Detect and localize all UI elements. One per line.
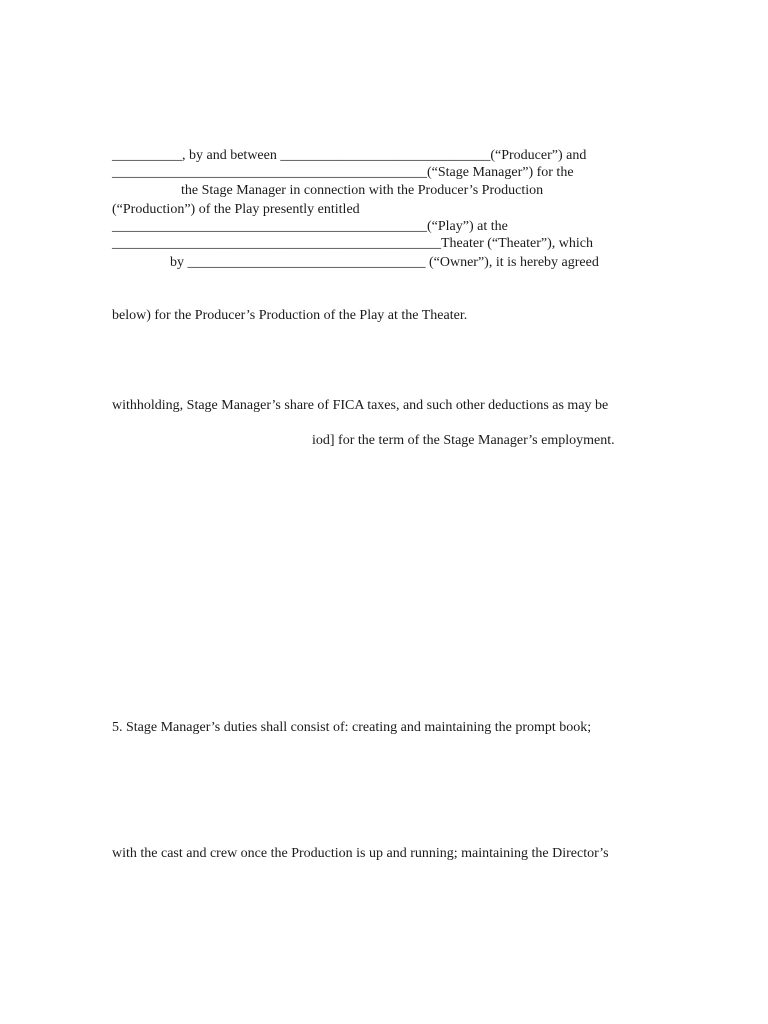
- text-line-12: with the cast and crew once the Production is up and running; maintaining the Director’s: [112, 846, 609, 861]
- text-line-11: 5. Stage Manager’s duties shall consist of: creating and maintaining the prompt book;: [112, 720, 592, 735]
- text-line-3: the Stage Manager in connection with the Producer’s Production: [181, 183, 544, 198]
- text-line-9: withholding, Stage Manager’s share of FICA taxes, and such other deductions as may be: [112, 398, 609, 413]
- text-line-6: _______________________________________________Theater (“Theater”), which: [112, 236, 593, 251]
- text-line-5: _____________________________________________(“Play”) at the: [112, 219, 508, 234]
- text-line-2: _____________________________________________(“Stage Manager”) for the: [112, 165, 574, 180]
- text-line-7: by __________________________________ (“Owner”), it is hereby agreed: [170, 255, 599, 270]
- text-line-4: (“Production”) of the Play presently entitled: [112, 202, 360, 217]
- text-line-1: __________, by and between ______________________________(“Producer”) and: [112, 148, 587, 163]
- text-line-10: iod] for the term of the Stage Manager’s employment.: [312, 433, 615, 448]
- text-line-8: below) for the Producer’s Production of the Play at the Theater.: [112, 308, 468, 323]
